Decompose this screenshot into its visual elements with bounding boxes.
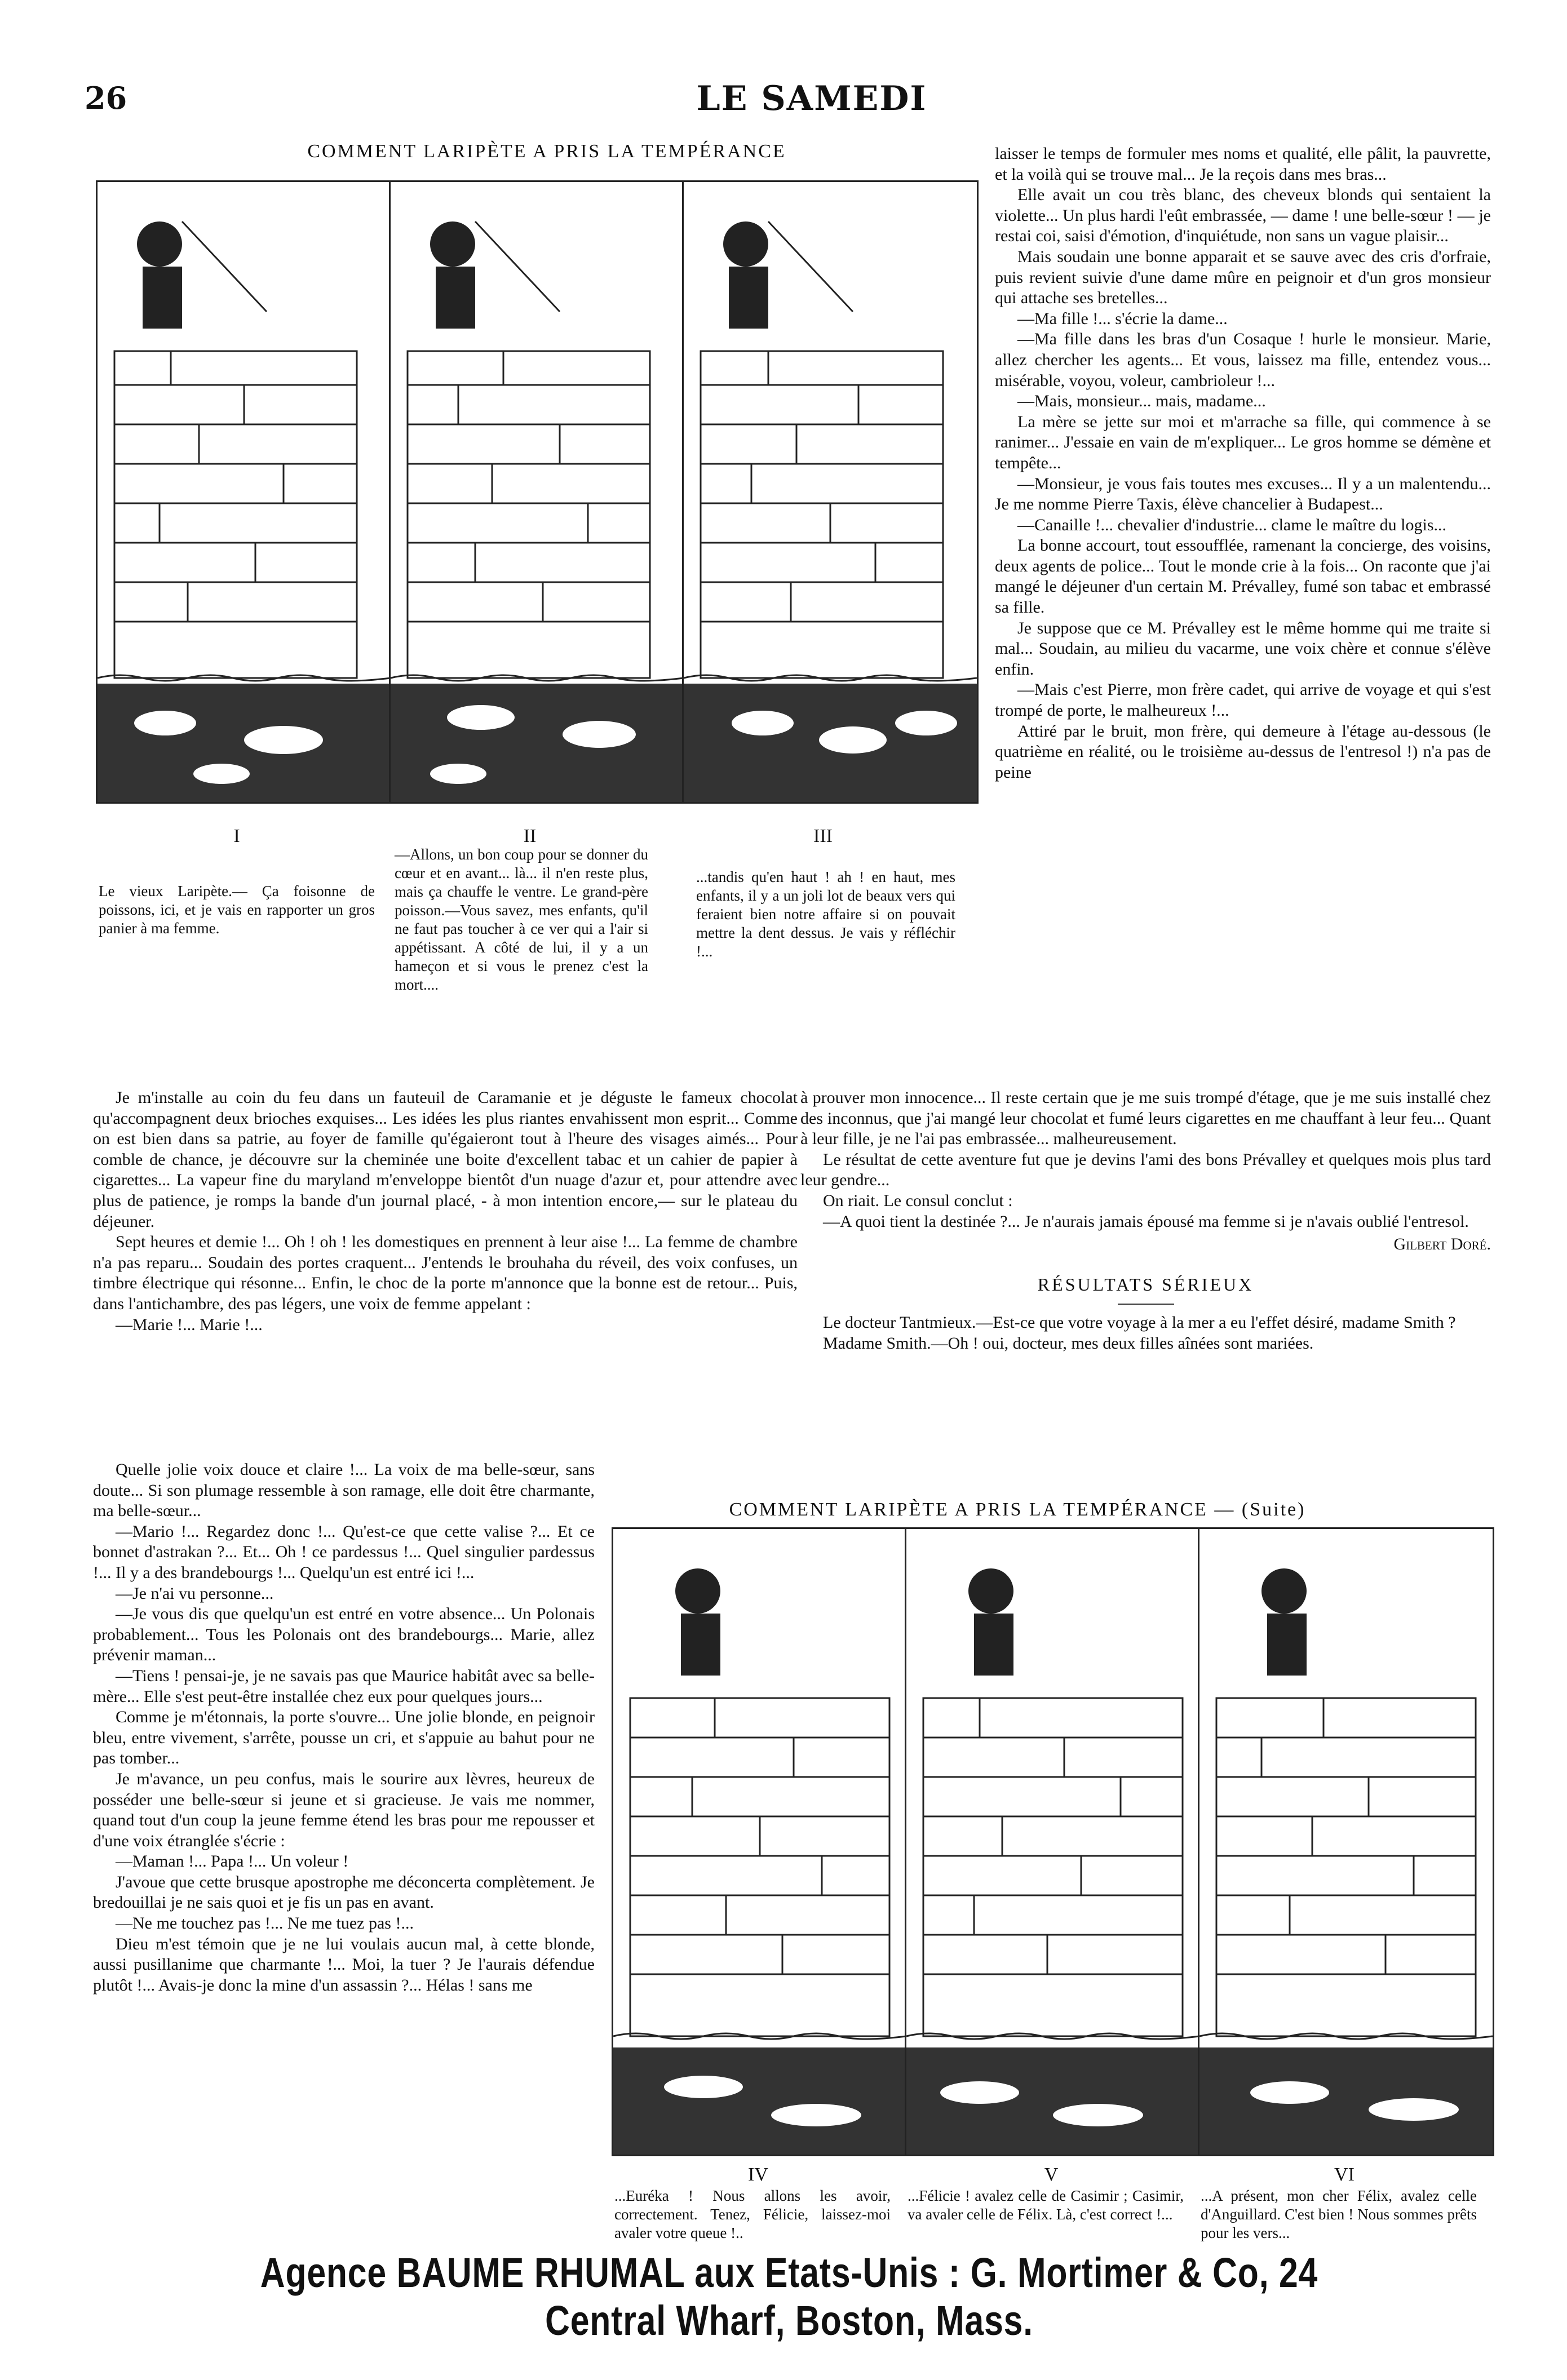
panel-caption-2: —Allons, un bon coup pour se donner du cœur et en avant... là... il n'en reste plus, mais ça chauffe le ventre. Le grand-père poisson.—Vous savez, mes enfants, qu'il ne faut pas toucher à ce ver qui a l'air si appétissant. A côté de lui, il y a un hameçon et si vous le prenez c'est la mort.... [395, 846, 648, 993]
panel-number-1: I [233, 826, 240, 846]
heading-rule [1118, 1304, 1174, 1305]
panel-number-6: VI [1334, 2164, 1354, 2185]
left-column-wide [93, 1088, 798, 1335]
panel-caption-5: ...Félicie ! avalez celle de Casimir ; Casimir, va avaler celle de Félix. Là, c'est correct !... [908, 2187, 1184, 2223]
paragraph: —Mais c'est Pierre, mon frère cadet, qui arrive de voyage et qui s'est trompé de porte, le malheureux !... [995, 680, 1491, 720]
paragraph: Dieu m'est témoin que je ne lui voulais aucun mal, à cette blonde, aussi pusillanime que charmante !... Moi, la tuer ? Je l'aurais défendue plutôt !... Avais-je donc la mine d'un assassin ?... Hélas ! sans me [93, 1934, 595, 1995]
panel-number-3: III [813, 826, 833, 846]
dialogue-line: Madame Smith.—Oh ! oui, docteur, mes deux filles aînées sont mariées. [823, 1333, 1314, 1353]
paragraph: —Je vous dis que quelqu'un est entré en votre absence... Un Polonais probablement... Tous les Polonais ont des brandebourgs... Marie, allez prévenir maman... [93, 1605, 595, 1665]
paragraph: —Je n'ai vu personne... [116, 1584, 274, 1603]
paragraph: —Maman !... Papa !... Un voleur ! [116, 1852, 349, 1871]
panel-number-2: II [523, 826, 537, 846]
panel-number-4: IV [748, 2164, 768, 2185]
paragraph: Le résultat de cette aventure fut que je devins l'ami des bons Prévalley et quelques mois plus tard leur gendre... [800, 1150, 1491, 1190]
paragraph: —Ma fille !... s'écrie la dame... [1017, 309, 1228, 328]
paragraph: —Ma fille dans les bras d'un Cosaque ! hurle le monsieur. Marie, allez chercher les agents... Et vous, laissez ma fille, entendez vous... misérable, voyou, voleur, cambrioleur !... [995, 330, 1491, 390]
page-number: 26 [85, 80, 127, 116]
comic-panel-2 [389, 180, 685, 804]
strip-title: COMMENT LARIPÈTE A PRIS LA TEMPÉRANCE [307, 141, 786, 162]
section-heading: RÉSULTATS SÉRIEUX [1037, 1274, 1254, 1295]
paragraph: J'avoue que cette brusque apostrophe me déconcerta complètement. Je bredouillai je ne sais quoi et je fis un pas en avant. [93, 1872, 595, 1912]
comic-panel-4 [612, 1527, 908, 2156]
panel-number-5: V [1044, 2164, 1059, 2185]
author-signature: Gilbert Doré. [1393, 1235, 1491, 1254]
panel-caption-1: Le vieux Laripète.— Ça foisonne de poissons, ici, et je vais en rapporter un gros panier à ma femme. [99, 883, 375, 937]
dialogue-line: Le docteur Tantmieux.—Est-ce que votre voyage à la mer a eu l'effet désiré, madame Smith ? [823, 1313, 1456, 1332]
comic-panel-6 [1198, 1527, 1494, 2156]
paragraph: On riait. Le consul conclut : [823, 1191, 1013, 1210]
panel-caption-6: ...A présent, mon cher Félix, avalez celle d'Anguillard. C'est bien ! Nous sommes prêts pour les vers... [1201, 2187, 1477, 2241]
paragraph: Attiré par le bruit, mon frère, qui demeure à l'étage au-dessous (le quatrième en réalité, ou le troisième au-dessus de l'entresol !) n'a pas de peine [995, 721, 1491, 782]
paragraph: à prouver mon innocence... Il reste certain que je me suis trompé d'étage, que je me suis installé chez des inconnus, que j'ai mangé leur chocolat et fumé leurs cigarettes en me chauffant à leur feu... Quant à leur fille, je ne l'ai pas embrassée... malheureusement. [800, 1088, 1491, 1149]
paragraph: —A quoi tient la destinée ?... Je n'aurais jamais épousé ma femme si je n'avais oublié l'entresol. [823, 1212, 1469, 1231]
paragraph: —Canaille !... chevalier d'industrie... clame le maître du logis... [1017, 515, 1447, 534]
paragraph: La bonne accourt, tout essoufflée, ramenant la concierge, des voisins, deux agents de police... Tout le monde crie à la fois... On raconte que j'ai mangé le déjeuner d'un certain M. Prévalley, fumé son tabac et embrassé sa fille. [995, 536, 1491, 617]
panel-caption-4: ...Euréka ! Nous allons les avoir, correctement. Tenez, Félicie, laissez-moi avaler votre queue !.. [614, 2187, 891, 2241]
comic-panel-1 [96, 180, 392, 804]
paragraph: laisser le temps de formuler mes noms et qualité, elle pâlit, la pauvrette, et la voilà qui se trouve mal... Je la reçois dans mes bras... [995, 144, 1491, 184]
paragraph: Mais soudain une bonne apparait et se sauve avec des cris d'orfraie, puis revient suivie d'une dame mûre en peignoir et d'un gros monsieur qui attache ses bretelles... [995, 247, 1491, 308]
paragraph: Je m'avance, un peu confus, mais le sourire aux lèvres, heureux de posséder une belle-sœur si jeune et si gracieuse. Je vais me nommer, quand tout d'un coup la jeune femme étend les bras pour me repousser et d'une voix étranglée s'écrie : [93, 1769, 595, 1850]
comic-panel-3 [682, 180, 979, 804]
paragraph: Elle avait un cou très blanc, des cheveux blonds qui sentaient la violette... Un plus hardi l'eût embrassée, — dame ! une belle-sœur ! — je restai coi, saisi d'émotion, d'inquiétude, non sans un vague plaisir... [995, 185, 1491, 246]
advertisement-banner: Agence BAUME RHUMAL aux Etats-Unis : G. Mortimer & Co, 24 Central Wharf, Boston, Mass. [260, 2249, 1318, 2344]
paragraph: —Marie !... Marie !... [116, 1315, 263, 1334]
paragraph: —Ne me touchez pas !... Ne me tuez pas !... [116, 1914, 414, 1933]
paragraph: Je m'installe au coin du feu dans un fauteuil de Caramanie et je déguste le fameux chocolat qu'accompagnent deux brioches exquises... Les idées les plus riantes envahissent mon esprit... Comme on est bien dans sa patrie, au foyer de famille qu'égaieront tout à l'heure des visages aimés... Pour comble de chance, je découvre sur la cheminée une boite d'excellent tabac et un cahier de papier à cigarettes... La vapeur fine du maryland m'enveloppe bientôt d'un nuage d'azur et, pour attendre avec plus de patience, je romps la bande d'un journal placé, - à mon intention encore,— sur le plateau du déjeuner. [93, 1088, 798, 1231]
paragraph: Sept heures et demie !... Oh ! oh ! les domestiques en prennent à leur aise !... La femme de chambre n'a pas reparu... Soudain des portes craquent... J'entends le brouhaha du réveil, des voix confuses, un timbre électrique qui résonne... Enfin, le choc de la porte m'annonce que la bonne est de retour... Puis, dans l'antichambre, des pas légers, une voix de femme appelant : [93, 1233, 798, 1313]
strip-title-continued: COMMENT LARIPÈTE A PRIS LA TEMPÉRANCE — (Suite) [729, 1499, 1306, 1520]
paragraph: —Mario !... Regardez donc !... Qu'est-ce que cette valise ?... Et ce bonnet d'astrakan ?... Et... Oh ! ce pardessus !... Quel singulier pardessus !... Il y a des brandebourgs !... Quelqu'un est entré ici !... [93, 1522, 595, 1582]
middle-column [800, 1088, 1491, 1354]
paragraph: —Mais, monsieur... mais, madame... [1017, 392, 1266, 411]
left-column [93, 1460, 595, 1996]
paragraph: —Tiens ! pensai-je, je ne savais pas que Maurice habitât avec sa belle-mère... Elle s'est peut-être installée chez eux pour quelques jours... [93, 1666, 595, 1706]
paragraph: Comme je m'étonnais, la porte s'ouvre... Une jolie blonde, en peignoir bleu, entre vivement, s'arrête, pousse un cri, et s'appuie au bahut pour ne pas tomber... [93, 1708, 595, 1768]
masthead-title: LE SAMEDI [696, 79, 927, 118]
paragraph: Quelle jolie voix douce et claire !... La voix de ma belle-sœur, sans doute... Si son plumage ressemble à son ramage, elle doit être charmante, ma belle-sœur... [93, 1460, 595, 1521]
paragraph: —Monsieur, je vous fais toutes mes excuses... Il y a un malentendu... Je me nomme Pierre Taxis, élève chancelier à Budapest... [995, 474, 1491, 514]
panel-caption-3: ...tandis qu'en haut ! ah ! en haut, mes enfants, il y a un joli lot de beaux vers qui feraient bien notre affaire si on pouvait mettre la dent dessus. Je vais y réfléchir !... [696, 868, 955, 960]
paragraph: La mère se jette sur moi et m'arrache sa fille, qui commence à se ranimer... J'essaie en vain de m'expliquer... Le gros homme se démène et tempête... [995, 412, 1491, 472]
comic-panel-5 [905, 1527, 1201, 2156]
right-column [995, 144, 1491, 783]
paragraph: Je suppose que ce M. Prévalley est le même homme qui me traite si mal... Soudain, au milieu du vacarme, une voix chère et connue s'élève enfin. [995, 618, 1491, 679]
